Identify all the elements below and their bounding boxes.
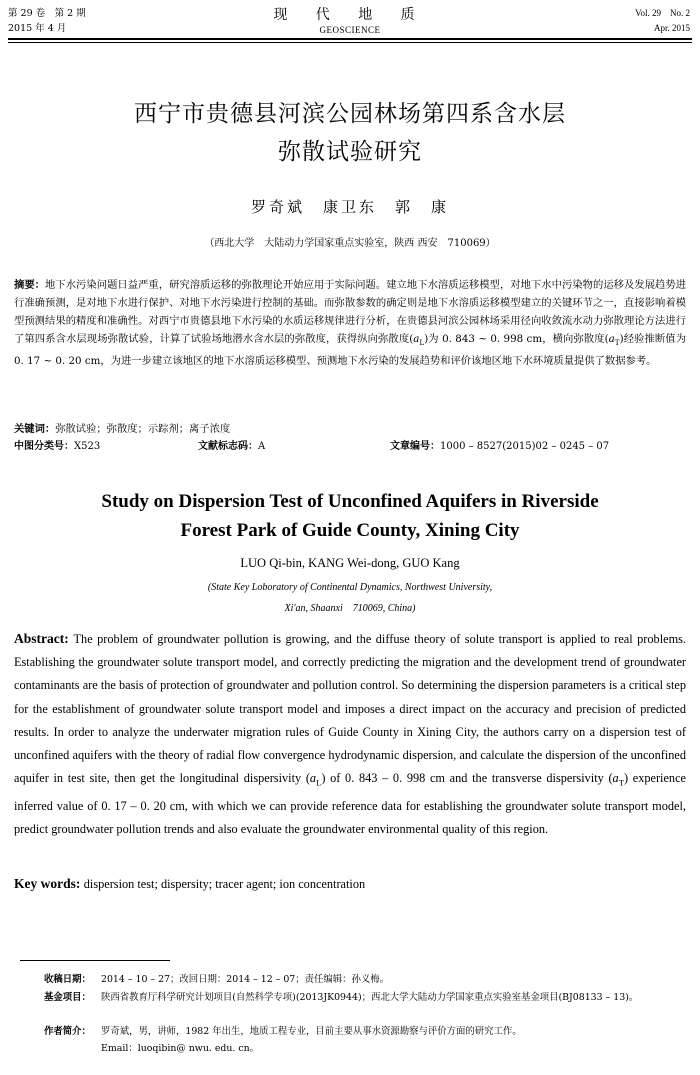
clc-number: 中图分类号：X523: [14, 441, 101, 452]
affiliation-en: [0, 577, 700, 619]
date-en: Apr. 2015: [654, 23, 690, 33]
fund-text: 陕西省教育厅科学研究计划项目(自然科学专项)(2013JK0944)；西北大学大陆动力学国家重点实验室基金项目(BJ08133 – 13)。: [101, 992, 639, 1003]
keywords-cn-label: 关键词：: [14, 423, 56, 435]
paper-title-cn: [0, 95, 700, 171]
abstract-cn-text-pre: 地下水污染问题日益严重，研究溶质运移的弥散理论开始应用于实际问题。建立地下水溶质运移模型，对地下水中污染物的运移及发展趋势进行准确预测，是对地下水进行保护、对地下水污染进行控制的基础。而弥散参数的确定则是地下水溶质运移模型建立的关键环节之一，直接影响着模型预测结果的精度和准确性。对西宁市贵德县地下水污染的水质运移规律进行分析，在贵德县河滨公园林场采用径向收敛流水动力弥散理论方法进行了第四系含水层现场弥散试验，计算了试验场地潜水含水层的弥散度，获得纵向弥散度(: [14, 279, 687, 345]
abstract-cn-label: 摘要：: [14, 279, 46, 291]
title-en-line1: Study on Dispersion Test of Unconfined Aquifers in Riverside: [101, 491, 599, 512]
journal-name-cn: 现 代 地 质: [273, 7, 427, 23]
article-number: 文章编号：1000 – 8527(2015)02 – 0245 – 07: [390, 441, 610, 452]
author-bio-text: 罗奇斌，男，讲师，1982 年出生，地质工程专业，目前主要从事水资源勘察与评价方面的研究工作。: [101, 1026, 522, 1037]
volume-issue-cn: 第 29 卷 第 2 期: [8, 8, 86, 19]
keywords-cn-text: 弥散试验；弥散度；示踪剂；离子浓度: [55, 423, 231, 435]
subscript-l-en: L: [316, 777, 322, 788]
affiliation-cn: （西北大学 大陆动力学国家重点实验室，陕西 西安 710069）: [204, 238, 496, 249]
received-label: 收稿日期：: [44, 974, 91, 985]
symbol-a-l-en: a: [309, 771, 317, 786]
footnote-rule: [20, 960, 170, 961]
abstract-cn-text-mid: )为 0. 843 ~ 0. 998 cm，横向弥散度(: [424, 333, 609, 345]
title-en-line2: Forest Park of Guide County, Xining City: [180, 520, 520, 541]
footnote-fund: [44, 989, 684, 1006]
abstract-en: Abstract: The problem of groundwater pollution is growing, and the diffuse theory of solute transport is applied to real problems. Establishing the groundwater solute transport model, and correctly predicting the migration and the development trend of groundwater contaminants are the basis of protection of groundwater and pollution control. So determining the dispersion parameters is a critical step for the establishment of groundwater solute transport model and imposes a direct impact on the accuracy and precision of predicted results. In order to analyze the underwater migration rules of Guide County in Xining City, the authors carry on a dispersion test of unconfined aquifers with the theory of radial flow convergence hydrodynamic dispersion, and calculate the dispersion of the unconfined aquifer in test site, then get the longitudinal dispersivity $(a_L)$ of 0. 843 – 0. 998 cm and the transverse dispersivity $(a_T)$ experience inferred value of 0. 17 – 0. 20 cm, with which we can provide reference data for establishing the groundwater solute transport model, predict groundwater pollution trends and also evaluate the groundwater environmental quality of this region.: [14, 631, 686, 837]
abstract-en-text-pre: The problem of groundwater pollution is growing, and the diffuse theory of solute transport is applied to real problems. Establishing the groundwater solute transport model, and correctly predicting the migration and the development trend of groundwater contaminants are the basis of protection of groundwater and pollution control. So determining the dispersion parameters is a critical step for the establishment of groundwater solute transport model and imposes a direct impact on the accuracy and precision of predicted results. In order to analyze the underwater migration rules of Guide County in Xining City, the authors carry on a dispersion test of unconfined aquifers with the theory of radial flow convergence hydrodynamic dispersion, and calculate the dispersion of the unconfined aquifer in test site, then get the longitudinal dispersivity (: [14, 632, 686, 786]
footnote-author: [44, 1023, 684, 1057]
abstract-cn-text-post: )经验推断值为 0. 17 ~ 0. 20 cm，为进一步建立该地区的地下水溶质运移模型、预测地下水污染的发展趋势和评价该地区地下水环境质量提供了数据参考。: [14, 333, 686, 368]
subscript-t-en: T: [618, 777, 624, 788]
abstract-cn: [14, 276, 686, 370]
subscript-l: L: [419, 338, 425, 348]
paper-title-en: [0, 487, 700, 545]
authors-cn: 罗奇斌 康卫东 郭 康: [250, 198, 449, 216]
date-cn: 2015 年 4 月: [8, 23, 67, 34]
abstract-en-text-post: ) experience inferred value of 0. 17 – 0. 20 cm, with which we can provide reference data for establishing the groundwater solute transport model, predict groundwater pollution trends and also evaluate the groundwater environmental quality of this region.: [14, 771, 686, 837]
title-cn-line2: 弥散试验研究: [278, 139, 422, 165]
symbol-a-t: a: [608, 333, 615, 345]
keywords-en: Key words: dispersion test; dispersity; tracer agent; ion concentration: [14, 876, 366, 891]
subscript-t: T: [614, 338, 620, 348]
keywords-cn: [14, 420, 686, 438]
volume-issue-en: Vol. 29 No. 2: [635, 8, 690, 18]
header-right: [635, 6, 690, 36]
header-center: [0, 6, 700, 36]
footnote-received: [44, 971, 684, 988]
document-code: 文献标志码：A: [198, 441, 266, 452]
abstract-en-label: Abstract: [14, 631, 65, 646]
header-rule-thin: [8, 42, 692, 43]
affiliation-en-line1: (State Key Loboratory of Continental Dynamics, Northwest University,: [207, 582, 493, 593]
symbol-a-l: a: [413, 333, 420, 345]
authors-en: LUO Qi-bin, KANG Wei-dong, GUO Kang: [240, 556, 460, 570]
fund-label: 基金项目：: [44, 992, 91, 1003]
abstract-en-text-mid: ) of 0. 843 – 0. 998 cm and the transverse dispersivity (: [321, 771, 613, 786]
keywords-en-text: dispersion test; dispersity; tracer agent; ion concentration: [83, 877, 366, 891]
header-rule-thick: [8, 38, 692, 40]
keywords-en-label: Key words: [14, 876, 76, 891]
title-cn-line1: 西宁市贵德县河滨公园林场第四系含水层: [134, 101, 566, 127]
received-text: 2014 – 10 – 27；改回日期：2014 – 12 – 07；责任编辑：孙义梅。: [101, 974, 390, 985]
author-bio-label: 作者简介：: [44, 1026, 91, 1037]
affiliation-en-line2: Xi'an, Shaanxi 710069, China): [284, 603, 416, 614]
symbol-a-t-en: a: [612, 771, 619, 786]
journal-name-en: GEOSCIENCE: [319, 25, 381, 35]
author-email: Email：luoqibin@ nwu. edu. cn。: [101, 1043, 260, 1054]
